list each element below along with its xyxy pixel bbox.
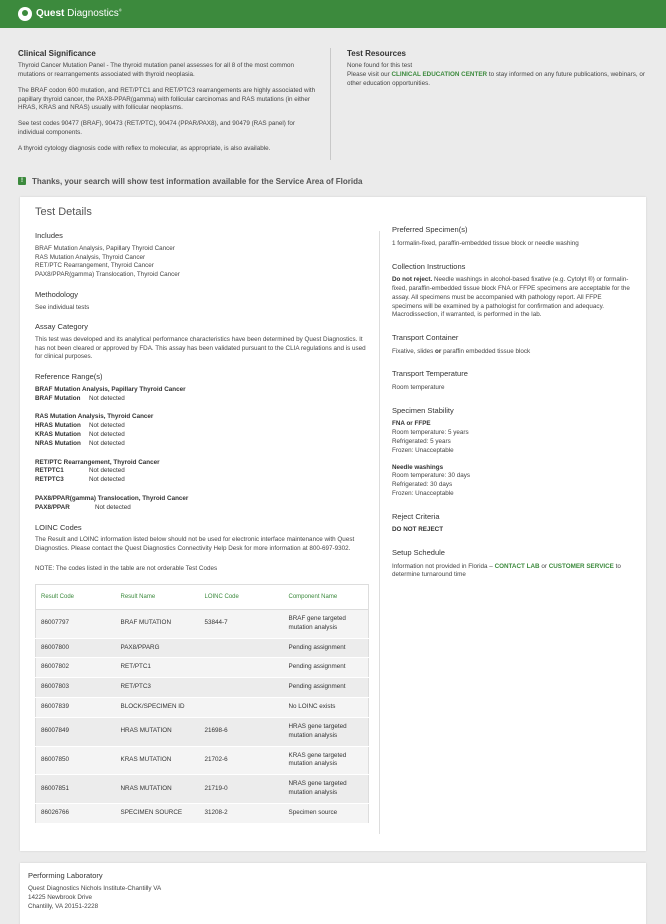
stability-line: Frozen: Unacceptable [392, 489, 454, 497]
clinical-education-link[interactable]: CLINICAL EDUCATION CENTER [391, 71, 488, 78]
collection-instructions-section [392, 262, 631, 321]
contact-lab-link[interactable]: CONTACT LAB [494, 562, 540, 570]
loinc-note: NOTE: The codes listed in the table are not orderable Test Codes [35, 564, 218, 572]
resources-text: Please visit our CLINICAL EDUCATION CENTER to stay informed on any future publications, webinars, or other education opportunities. [347, 71, 645, 87]
preferred-title: Preferred Specimen(s) [392, 225, 468, 235]
preferred-specimen-section [392, 225, 631, 248]
assay-title: Assay Category [35, 322, 88, 332]
customer-service-link[interactable]: CUSTOMER SERVICE [548, 562, 614, 570]
reference-row: PAX8/PPAR Not detected [35, 503, 131, 511]
reference-row: NRAS Mutation Not detected [35, 439, 125, 447]
col-component-name: Component Name [284, 584, 369, 609]
container-title: Transport Container [392, 333, 459, 343]
setup-text: Information not provided in Florida – CONTACT LAB or CUSTOMER SERVICE to determine turnaround time [392, 562, 621, 579]
alert-icon: ! [18, 177, 26, 185]
clinical-paragraph: See test codes 90477 (BRAF), 90473 (RET/PTC), 90474 (PPAR/PAX8), and 90479 (RAS panel) for individual components. [18, 120, 295, 137]
stability-group-name: Needle washings [392, 463, 444, 471]
includes-item: RET/PTC Rearrangement, Thyroid Cancer [35, 262, 154, 270]
methodology-text: See individual tests [35, 303, 90, 311]
container-text: Fixative, slides or paraffin embedded tissue block [392, 347, 531, 355]
includes-title: Includes [35, 231, 63, 241]
table-row: 86007800 PAX8/PPARG Pending assignment [36, 638, 369, 658]
assay-category-section [35, 322, 369, 362]
reference-row: HRAS Mutation Not detected [35, 422, 125, 430]
loinc-table [35, 584, 369, 824]
setup-schedule-section [392, 548, 631, 580]
table-row: 86007851 NRAS MUTATION 21719-0 NRAS gene targeted mutation analysis [36, 775, 369, 804]
service-area-notice [0, 165, 666, 187]
vertical-divider [330, 48, 331, 160]
collection-title: Collection Instructions [392, 261, 466, 271]
assay-text: This test was developed and its analytical performance characteristics have been determined by Quest Diagnostics. It has not been cleared or approved by FDA. This assay has been validated pursuant to the CLIA regulations and is used for clinical purposes. [35, 335, 366, 361]
reference-row: KRAS Mutation Not detected [35, 431, 125, 439]
temperature-text: Room temperature [392, 383, 445, 391]
table-row: 86007803 RET/PTC3 Pending assignment [36, 678, 369, 698]
setup-title: Setup Schedule [392, 548, 445, 558]
details-right-column [380, 225, 631, 833]
includes-section [35, 231, 369, 280]
table-row: 86007802 RET/PTC1 Pending assignment [36, 658, 369, 678]
includes-item: PAX8/PPAR(gamma) Translocation, Thyroid Cancer [35, 271, 180, 279]
details-left-column [35, 231, 380, 833]
stability-line: Refrigerated: 30 days [392, 481, 453, 489]
clinical-paragraph: The BRAF codon 600 mutation, and RET/PTC1 and RET/PTC3 rearrangements are highly associated with papillary thyroid cancer, the PAX8-PPAR(gamma) with follicular carcinomas and RAS mutations (in either HRAS, KRAS and NRAS) usually with follicular neoplasms. [18, 86, 316, 112]
loinc-title: LOINC Codes [35, 522, 82, 532]
stability-line: Room temperature: 5 years [392, 429, 469, 437]
col-loinc-code: LOINC Code [200, 584, 284, 609]
top-bar [0, 0, 666, 28]
table-row: 86007797 BRAF MUTATION 53844-7 BRAF gene targeted mutation analysis [36, 610, 369, 639]
test-details-card [20, 197, 646, 851]
table-header-row [36, 584, 369, 609]
reject-text: DO NOT REJECT [392, 526, 444, 534]
includes-item: BRAF Mutation Analysis, Papillary Thyroid Cancer [35, 244, 175, 252]
clinical-title: Clinical Significance [18, 49, 96, 58]
table-row: 86007839 BLOCK/SPECIMEN ID No LOINC exists [36, 698, 369, 718]
reference-row: RETPTC3 Not detected [35, 476, 125, 484]
table-row: 86007849 HRAS MUTATION 21698-6 HRAS gene targeted mutation analysis [36, 717, 369, 746]
col-result-code: Result Code [36, 584, 116, 609]
stability-line: Refrigerated: 5 years [392, 437, 451, 445]
reference-range-section [35, 372, 369, 512]
performing-line: Quest Diagnostics Nichols Institute-Chantilly VA [28, 885, 162, 893]
clinical-paragraph: A thyroid cytology diagnosis code with reflex to molecular, as appropriate, is also available. [18, 144, 271, 152]
test-details-title: Test Details [35, 205, 92, 218]
reference-group-name: RAS Mutation Analysis, Thyroid Cancer [35, 413, 154, 421]
reject-criteria-section [392, 512, 631, 535]
performing-laboratory-card [20, 863, 646, 924]
collection-text: Do not reject. Needle washings in alcohol-based fixative (e.g. Cytolyt ®) or formalin-fixed, paraffin-embedded tissue block FNA or FFPE specimens are acceptable for the assay. All specimens must be accompanied with pathology report. All FFPE specimens will be examined by a pathologist for confirmation and adequacy. Macrodissection, if warranted, is performed in the lab. [392, 276, 630, 319]
quest-logo-icon [18, 7, 32, 21]
reference-row: RETPTC1 Not detected [35, 467, 125, 475]
specimen-stability-section [392, 406, 631, 499]
includes-item: RAS Mutation Analysis, Thyroid Cancer [35, 253, 146, 261]
table-row: 86026766 SPECIMEN SOURCE 31208-2 Specimen source [36, 803, 369, 823]
reference-row: BRAF Mutation Not detected [35, 394, 125, 402]
clinical-paragraph: Thyroid Cancer Mutation Panel - The thyroid mutation panel assesses for all 8 of the most common mutations or rearrangements associated with thyroid neoplasia. [18, 62, 295, 78]
table-row: 86007850 KRAS MUTATION 21702-6 KRAS gene targeted mutation analysis [36, 746, 369, 775]
performing-line: 14225 Newbrook Drive [28, 894, 93, 902]
reject-title: Reject Criteria [392, 511, 440, 521]
col-result-name: Result Name [116, 584, 200, 609]
performing-title: Performing Laboratory [28, 870, 103, 880]
transport-container-section [392, 333, 631, 356]
resources-none: None found for this test [347, 62, 413, 70]
reference-group-name: BRAF Mutation Analysis, Papillary Thyroid Cancer [35, 385, 186, 393]
methodology-section [35, 290, 369, 312]
stability-line: Frozen: Unacceptable [392, 446, 454, 454]
top-section [0, 28, 666, 161]
reference-title: Reference Range(s) [35, 372, 103, 382]
preferred-text: 1 formalin-fixed, paraffin-embedded tissue block or needle washing [392, 239, 579, 247]
test-resources [341, 48, 648, 161]
stability-line: Room temperature: 30 days [392, 472, 471, 480]
stability-group-name: FNA or FFPE [392, 420, 431, 428]
temperature-title: Transport Temperature [392, 369, 468, 379]
notice-text: Thanks, your search will show test information available for the Service Area of Florida [32, 176, 363, 186]
transport-temperature-section [392, 369, 631, 392]
loinc-section [35, 523, 369, 824]
loinc-text: The Result and LOINC information listed below should not be used for electronic interface maintenance with Quest Diagnostics. Please contact the Quest Diagnostics Connectivity Help Desk for more information at 800-697-9302. [35, 536, 355, 553]
brand-name: Quest Diagnostics® [36, 7, 122, 19]
reference-group-name: RET/PTC Rearrangement, Thyroid Cancer [35, 458, 160, 466]
performing-line: Chantilly, VA 20151-2228 [28, 903, 99, 910]
clinical-significance [18, 48, 330, 161]
stability-title: Specimen Stability [392, 405, 454, 415]
reference-group-name: PAX8/PPAR(gamma) Translocation, Thyroid Cancer [35, 495, 189, 503]
resources-title: Test Resources [347, 49, 406, 58]
methodology-title: Methodology [35, 290, 78, 300]
quest-logo[interactable] [18, 7, 122, 21]
